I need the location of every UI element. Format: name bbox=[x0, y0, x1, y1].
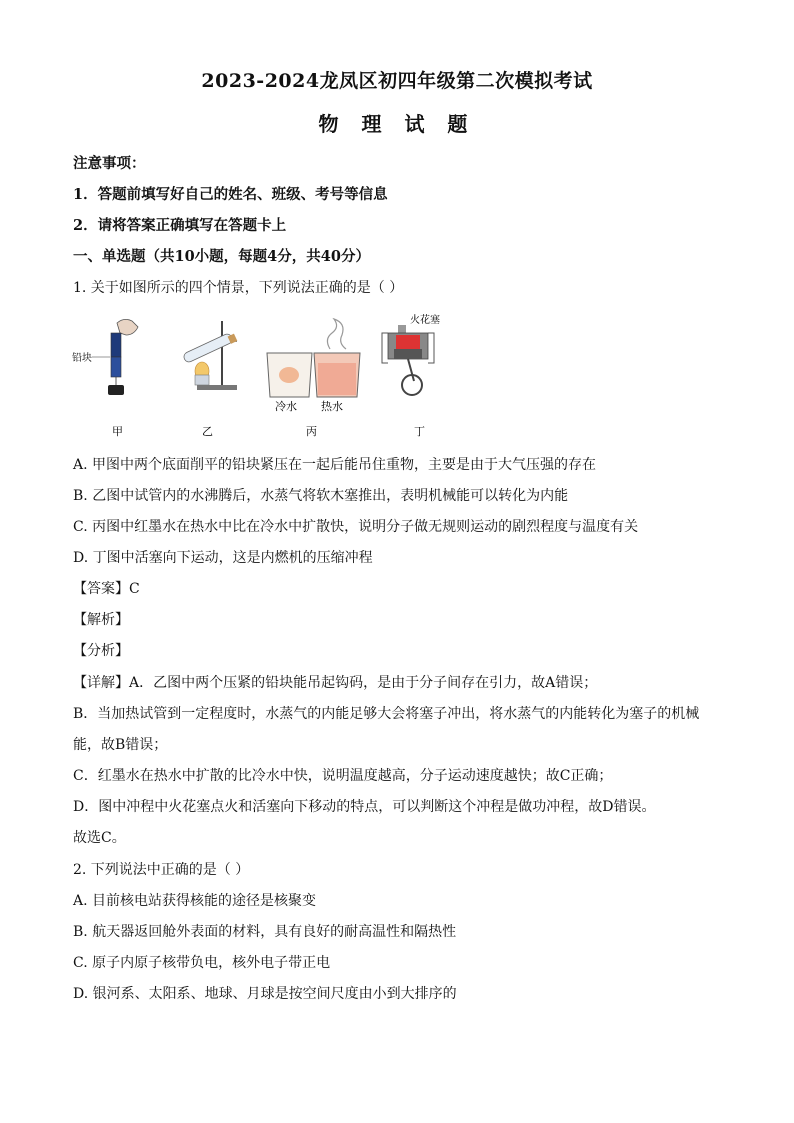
label-lead: 铅块 bbox=[72, 353, 92, 364]
q1-option-c: C. 丙图中红墨水在热水中比在冷水中扩散快，说明分子做无规则运动的剧烈程度与温度有关 bbox=[73, 519, 639, 535]
question-1-figure bbox=[62, 313, 482, 441]
test-tube-illustration bbox=[182, 321, 237, 390]
question-2-stem: 2. 下列说法中正确的是（ ） bbox=[73, 862, 250, 878]
exam-title: 2023-2024龙凤区初四年级第二次模拟考试 bbox=[201, 70, 593, 92]
q1-option-b: B. 乙图中试管内的水沸腾后，水蒸气将软木塞推出，表明机械能可以转化为内能 bbox=[73, 488, 569, 504]
section-heading: 一、单选题（共10小题，每题4分，共40分） bbox=[73, 248, 370, 265]
q1-option-d: D. 丁图中活塞向下运动，这是内燃机的压缩冲程 bbox=[73, 550, 373, 566]
q2-option-b: B. 航天器返回舱外表面的材料，具有良好的耐高温性和隔热性 bbox=[73, 924, 457, 940]
caption-ding: 丁 bbox=[414, 425, 425, 438]
q1-detail-line: D．图中冲程中火花塞点火和活塞向下移动的特点，可以判断这个冲程是做功冲程，故D错误。 bbox=[73, 799, 656, 815]
q1-detail-line: 故选C。 bbox=[73, 830, 126, 846]
caption-yi: 乙 bbox=[202, 425, 213, 438]
q1-detail-line: 【详解】A．乙图中两个压紧的铅块能吊起钩码，是由于分子间存在引力，故A错误； bbox=[73, 675, 598, 691]
q1-detail-line: 能，故B错误； bbox=[73, 737, 168, 753]
label-hot-water: 热水 bbox=[321, 400, 343, 413]
q2-option-c: C. 原子内原子核带负电，核外电子带正电 bbox=[73, 955, 331, 971]
beakers-illustration bbox=[267, 319, 360, 413]
q1-answer: 【答案】C bbox=[73, 581, 140, 597]
q2-option-a: A. 目前核电站获得核能的途径是核聚变 bbox=[73, 893, 317, 909]
engine-illustration bbox=[382, 313, 440, 395]
note-item: 1．答题前填写好自己的姓名、班级、考号等信息 bbox=[73, 186, 388, 203]
q1-fenxi-tag: 【分析】 bbox=[73, 643, 129, 659]
question-1-stem: 1. 关于如图所示的四个情景，下列说法正确的是（ ） bbox=[73, 280, 404, 296]
caption-jia: 甲 bbox=[112, 425, 123, 438]
q1-option-a: A. 甲图中两个底面削平的铅块紧压在一起后能吊住重物，主要是由于大气压强的存在 bbox=[73, 457, 597, 473]
notes-heading: 注意事项： bbox=[73, 155, 146, 172]
note-item: 2．请将答案正确填写在答题卡上 bbox=[73, 217, 287, 234]
label-cold-water: 冷水 bbox=[275, 400, 297, 413]
label-spark-plug: 火花塞 bbox=[410, 315, 440, 326]
q2-option-d: D. 银河系、太阳系、地球、月球是按空间尺度由小到大排序的 bbox=[73, 986, 457, 1002]
lead-block-illustration bbox=[72, 319, 138, 395]
q1-detail-line: C．红墨水在热水中扩散的比冷水中快，说明温度越高，分子运动速度越快；故C正确； bbox=[73, 768, 613, 784]
q1-detail-line: B．当加热试管到一定程度时，水蒸气的内能足够大会将塞子冲出，将水蒸气的内能转化为塞子的机械 bbox=[73, 706, 700, 722]
q1-analysis-tag: 【解析】 bbox=[73, 612, 129, 628]
exam-subtitle: 物 理 试 题 bbox=[318, 112, 476, 136]
caption-bing: 丙 bbox=[306, 425, 317, 438]
